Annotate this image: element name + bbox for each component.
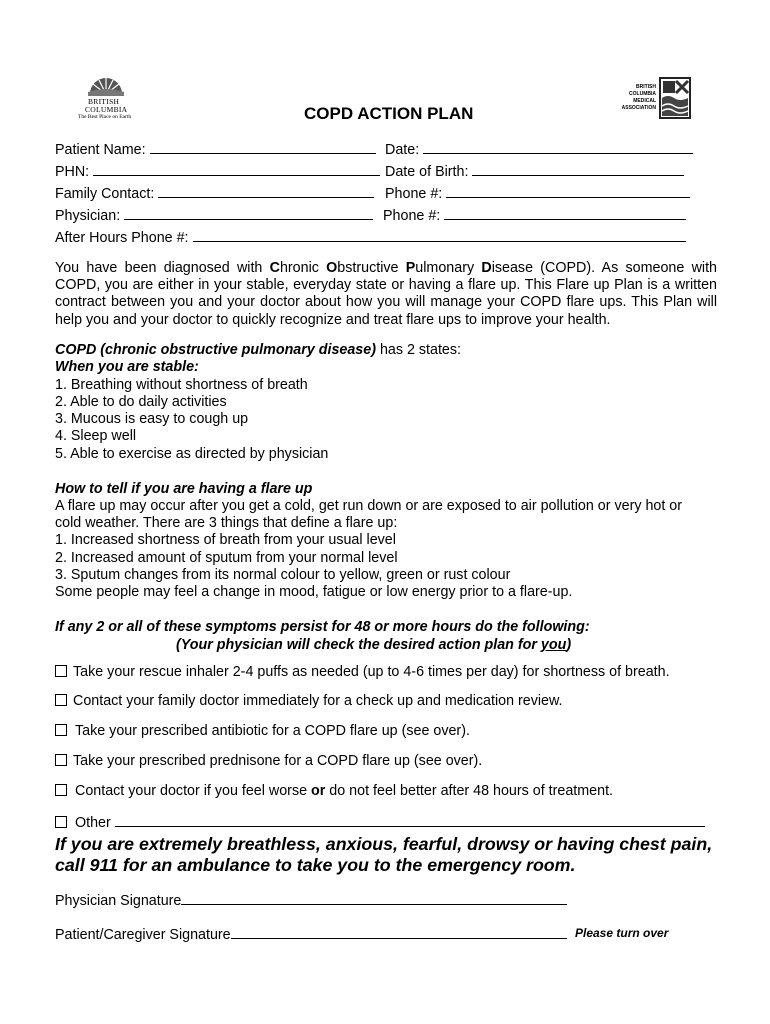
list-item: 2. Able to do daily activities (55, 394, 227, 410)
family-contact-field[interactable] (158, 184, 374, 198)
date-label: Date: (385, 142, 420, 158)
bc-sunburst-icon (78, 74, 134, 96)
dob-label: Date of Birth: (385, 164, 469, 180)
phone2-field[interactable] (444, 206, 686, 220)
list-item: 2. Increased amount of sputum from your normal level (55, 550, 398, 566)
intro-paragraph: You have been diagnosed with Chronic Obstructive Pulmonary Disease (COPD). As someone with COPD, you are either in your stable, everyday state or having a flare up. This Flare up Plan is a written contract between you and your doctor about how you will manage your COPD flare ups. This Plan will help you and your doctor to quickly recognize and treat flare ups to improve your health. (55, 260, 717, 328)
bcma-logo (616, 76, 692, 122)
contact-doctor-checkbox[interactable] (55, 694, 67, 706)
action-contact-doctor: Contact your family doctor immediately for a check up and medication review. (55, 693, 563, 710)
bcma-emblem-icon (658, 76, 692, 120)
flare-note: Some people may feel a change in mood, fatigue or low energy prior to a flare-up. (55, 584, 573, 600)
action-rescue-inhaler: Take your rescue inhaler 2-4 puffs as needed (up to 4-6 times per day) for shortness of breath. (55, 664, 670, 681)
flare-intro-line1: A flare up may occur after you get a cold, get run down or are exposed to air pollution or very hot or (55, 498, 683, 514)
action-prednisone: Take your prescribed prednisone for a COPD flare up (see over). (55, 753, 482, 770)
turn-over-note: Please turn over (575, 926, 669, 940)
phone1-field[interactable] (446, 184, 690, 198)
bcma-logo-line4: ASSOCIATION (621, 105, 656, 111)
emergency-line2: call 911 for an ambulance to take you to the emergency room. (55, 855, 576, 875)
patient-signature-field[interactable] (231, 924, 567, 939)
action-feel-worse: Contact your doctor if you feel worse or do not feel better after 48 hours of treatment. (55, 783, 613, 800)
stable-subheading: When you are stable: (55, 359, 199, 375)
other-field[interactable] (115, 813, 705, 827)
action-other: Other (55, 813, 705, 832)
feel-worse-checkbox[interactable] (55, 784, 67, 796)
phone1-label: Phone #: (385, 186, 443, 202)
prednisone-checkbox[interactable] (55, 754, 67, 766)
phn-label: PHN: (55, 164, 90, 180)
page-title: COPD ACTION PLAN (304, 104, 474, 123)
patient-signature-row (55, 924, 567, 944)
action-antibiotic: Take your prescribed antibiotic for a COPD flare up (see over). (55, 723, 470, 740)
bcma-logo-line3: MEDICAL (633, 98, 656, 104)
flare-intro-line2: cold weather. There are 3 things that define a flare up: (55, 515, 398, 531)
bc-logo-tagline: The Best Place on Earth (78, 114, 132, 120)
bcma-logo-line2: COLUMBIA (629, 91, 656, 97)
bcma-logo-line1: BRITISH (636, 84, 656, 90)
date-field[interactable] (423, 140, 693, 154)
list-item: 1. Increased shortness of breath from your usual level (55, 532, 396, 548)
physician-signature-row (55, 890, 567, 910)
list-item: 3. Mucous is easy to cough up (55, 411, 249, 427)
bc-logo-line2: COLUMBIA (85, 105, 128, 114)
family-contact-label: Family Contact: (55, 186, 155, 202)
patient-signature-label: Patient/Caregiver Signature (55, 927, 231, 943)
list-item: 4. Sleep well (55, 428, 137, 444)
list-item: 5. Able to exercise as directed by physician (55, 446, 329, 462)
physician-signature-field[interactable] (181, 890, 567, 905)
list-item: 1. Breathing without shortness of breath (55, 377, 308, 393)
physician-label: Physician: (55, 208, 121, 224)
patient-name-label: Patient Name: (55, 142, 146, 158)
bc-logo-line1: BRITISH (88, 97, 120, 106)
after-hours-label: After Hours Phone #: (55, 230, 189, 246)
after-hours-field[interactable] (193, 228, 686, 242)
emergency-line1: If you are extremely breathless, anxious, fearful, drowsy or having chest pain, (55, 834, 713, 854)
physician-signature-label: Physician Signature (55, 893, 182, 909)
flare-heading: How to tell if you are having a flare up (55, 481, 313, 497)
symptoms-line2: (Your physician will check the desired action plan for you) (176, 637, 572, 653)
symptoms-line1: If any 2 or all of these symptoms persist for 48 or more hours do the following: (55, 619, 590, 635)
bc-logo (78, 74, 134, 124)
antibiotic-checkbox[interactable] (55, 724, 67, 736)
list-item: 3. Sputum changes from its normal colour to yellow, green or rust colour (55, 567, 511, 583)
stable-heading: COPD (chronic obstructive pulmonary disease) has 2 states: (55, 342, 462, 358)
rescue-inhaler-checkbox[interactable] (55, 665, 67, 677)
other-checkbox[interactable] (55, 816, 67, 828)
dob-field[interactable] (472, 162, 684, 176)
patient-name-field[interactable] (150, 140, 376, 154)
phone2-label: Phone #: (383, 208, 441, 224)
phn-field[interactable] (93, 162, 380, 176)
physician-field[interactable] (124, 206, 373, 220)
